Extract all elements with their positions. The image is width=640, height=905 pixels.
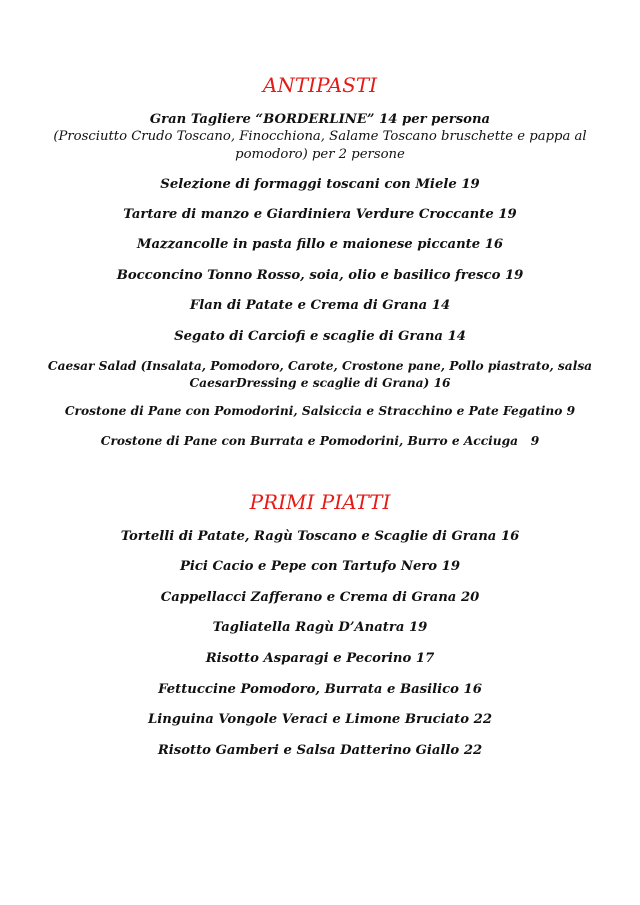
antipasti-item: Flan di Patate e Crema di Grana 14 — [189, 298, 451, 313]
primi-item: Linguina Vongole Veraci e Limone Bruciato 22 — [147, 712, 493, 727]
primi-item: Tagliatella Ragù D’Anatra 19 — [212, 620, 428, 635]
tagliere-title: Gran Tagliere “BORDERLINE” 14 per persona — [149, 112, 491, 127]
antipasti-item: Selezione di formaggi toscani con Miele 19 — [160, 177, 480, 192]
primi-item: Pici Cacio e Pepe con Tartufo Nero 19 — [179, 559, 461, 574]
crostone-pomodorini-item: Crostone di Pane con Pomodorini, Salsiccia e Stracchino e Pate Fegatino 9 — [64, 404, 576, 418]
antipasti-item: Bocconcino Tonno Rosso, soia, olio e basilico fresco 19 — [116, 268, 524, 283]
primi-item: Cappellacci Zafferano e Crema di Grana 20 — [160, 590, 480, 605]
primi-item: Risotto Asparagi e Pecorino 17 — [205, 651, 435, 666]
tagliere-note-line-2: pomodoro) per 2 persone — [235, 147, 405, 162]
caesar-salad-line-1: Caesar Salad (Insalata, Pomodoro, Carote, Crostone pane, Pollo piastrato, salsa — [47, 359, 593, 373]
primi-item: Tortelli di Patate, Ragù Toscano e Scaglie di Grana 16 — [120, 529, 520, 544]
antipasti-heading: ANTIPASTI — [262, 73, 378, 97]
primi-item: Fettuccine Pomodoro, Burrata e Basilico 16 — [158, 682, 482, 697]
antipasti-item: Tartare di manzo e Giardiniera Verdure Croccante 19 — [123, 207, 517, 222]
antipasti-item: Segato di Carciofi e scaglie di Grana 14 — [174, 329, 466, 344]
caesar-salad-line-2: CaesarDressing e scaglie di Grana) 16 — [189, 376, 451, 390]
primi-piatti-heading: PRIMI PIATTI — [249, 490, 391, 514]
tagliere-note-line-1: (Prosciutto Crudo Toscano, Finocchiona, Salame Toscano bruschette e pappa al — [53, 129, 587, 144]
crostone-burrata-item: Crostone di Pane con Burrata e Pomodorini, Burro e Acciuga 9 — [100, 434, 540, 448]
primi-item: Risotto Gamberi e Salsa Datterino Giallo 22 — [157, 743, 483, 758]
antipasti-item: Mazzancolle in pasta fillo e maionese piccante 16 — [136, 237, 504, 252]
